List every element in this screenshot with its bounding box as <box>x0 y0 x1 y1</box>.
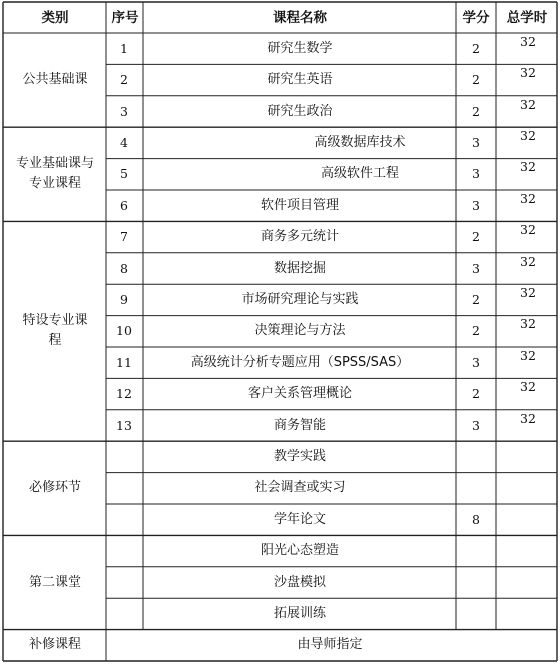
category-label: 必修环节 <box>28 480 82 496</box>
course-credit: 2 <box>472 323 480 339</box>
course-credit: 2 <box>472 72 480 88</box>
course-name: 社会调查或实习 <box>254 480 346 496</box>
header-total-hours: 总学时 <box>506 10 548 26</box>
course-credit: 3 <box>472 260 480 276</box>
course-credit: 8 <box>472 511 480 527</box>
category-label: 补修课程 <box>28 637 82 653</box>
course-hours: 32 <box>520 410 536 426</box>
category-label: 特设专业课 <box>22 313 88 329</box>
course-name: 软件项目管理 <box>260 197 340 213</box>
course-name: 市场研究理论与实践 <box>241 291 359 307</box>
course-name: 客户关系管理概论 <box>247 386 353 402</box>
course-name: 研究生政治 <box>267 103 333 119</box>
course-name: 高级统计分析专题应用（SPSS/SAS） <box>190 354 410 370</box>
row-number: 1 <box>120 40 128 56</box>
course-name: 商务智能 <box>273 417 327 433</box>
course-credit: 3 <box>472 166 480 182</box>
row-number: 9 <box>120 291 128 307</box>
course-name: 学年论文 <box>273 511 327 527</box>
row-number: 7 <box>120 229 128 245</box>
course-credit: 3 <box>472 354 480 370</box>
remedial-note: 由导师指定 <box>297 637 363 653</box>
course-name: 高级数据库技术 <box>314 134 406 150</box>
category-label: 专业课程 <box>28 176 82 192</box>
course-hours: 32 <box>520 253 536 269</box>
course-hours: 32 <box>520 96 536 112</box>
category-label: 公共基础课 <box>22 72 88 88</box>
course-credit: 2 <box>472 229 480 245</box>
course-credit: 3 <box>472 134 480 150</box>
course-credit: 3 <box>472 417 480 433</box>
course-name: 拓展训练 <box>273 605 327 621</box>
category-label: 专业基础课与 <box>15 156 95 172</box>
course-hours: 32 <box>520 33 536 49</box>
course-hours: 32 <box>520 316 536 332</box>
course-hours: 32 <box>520 65 536 81</box>
course-credit: 2 <box>472 386 480 402</box>
header-category: 类别 <box>41 10 69 26</box>
header-credit: 学分 <box>462 10 490 26</box>
header-course-name: 课程名称 <box>273 10 327 26</box>
category-label: 第二课堂 <box>28 574 82 590</box>
course-hours: 32 <box>520 347 536 363</box>
course-hours: 32 <box>520 127 536 143</box>
row-number: 6 <box>120 197 128 213</box>
course-hours: 32 <box>520 159 536 175</box>
course-credit: 2 <box>472 40 480 56</box>
row-number: 8 <box>120 260 128 276</box>
course-hours: 32 <box>520 222 536 238</box>
course-name: 高级软件工程 <box>320 166 400 182</box>
row-number: 12 <box>116 386 132 402</box>
course-name: 沙盘模拟 <box>273 574 327 590</box>
row-number: 4 <box>120 134 128 150</box>
course-name: 数据挖掘 <box>273 260 327 276</box>
row-number: 5 <box>120 166 128 182</box>
course-name: 决策理论与方法 <box>254 323 346 339</box>
row-number: 13 <box>116 417 132 433</box>
course-credit: 2 <box>472 103 480 119</box>
row-number: 11 <box>116 354 132 370</box>
row-number: 3 <box>120 103 128 119</box>
course-credit: 2 <box>472 291 480 307</box>
course-name: 研究生数学 <box>267 40 333 56</box>
course-name: 商务多元统计 <box>260 229 340 245</box>
course-credit: 3 <box>472 197 480 213</box>
course-name: 阳光心态塑造 <box>260 543 340 559</box>
category-label: 程 <box>48 333 62 349</box>
course-hours: 32 <box>520 190 536 206</box>
course-name: 研究生英语 <box>267 72 333 88</box>
row-number: 10 <box>116 323 132 339</box>
course-hours: 32 <box>520 379 536 395</box>
header-number: 序号 <box>111 10 139 26</box>
course-name: 教学实践 <box>273 448 327 464</box>
course-hours: 32 <box>520 284 536 300</box>
row-number: 2 <box>120 72 128 88</box>
